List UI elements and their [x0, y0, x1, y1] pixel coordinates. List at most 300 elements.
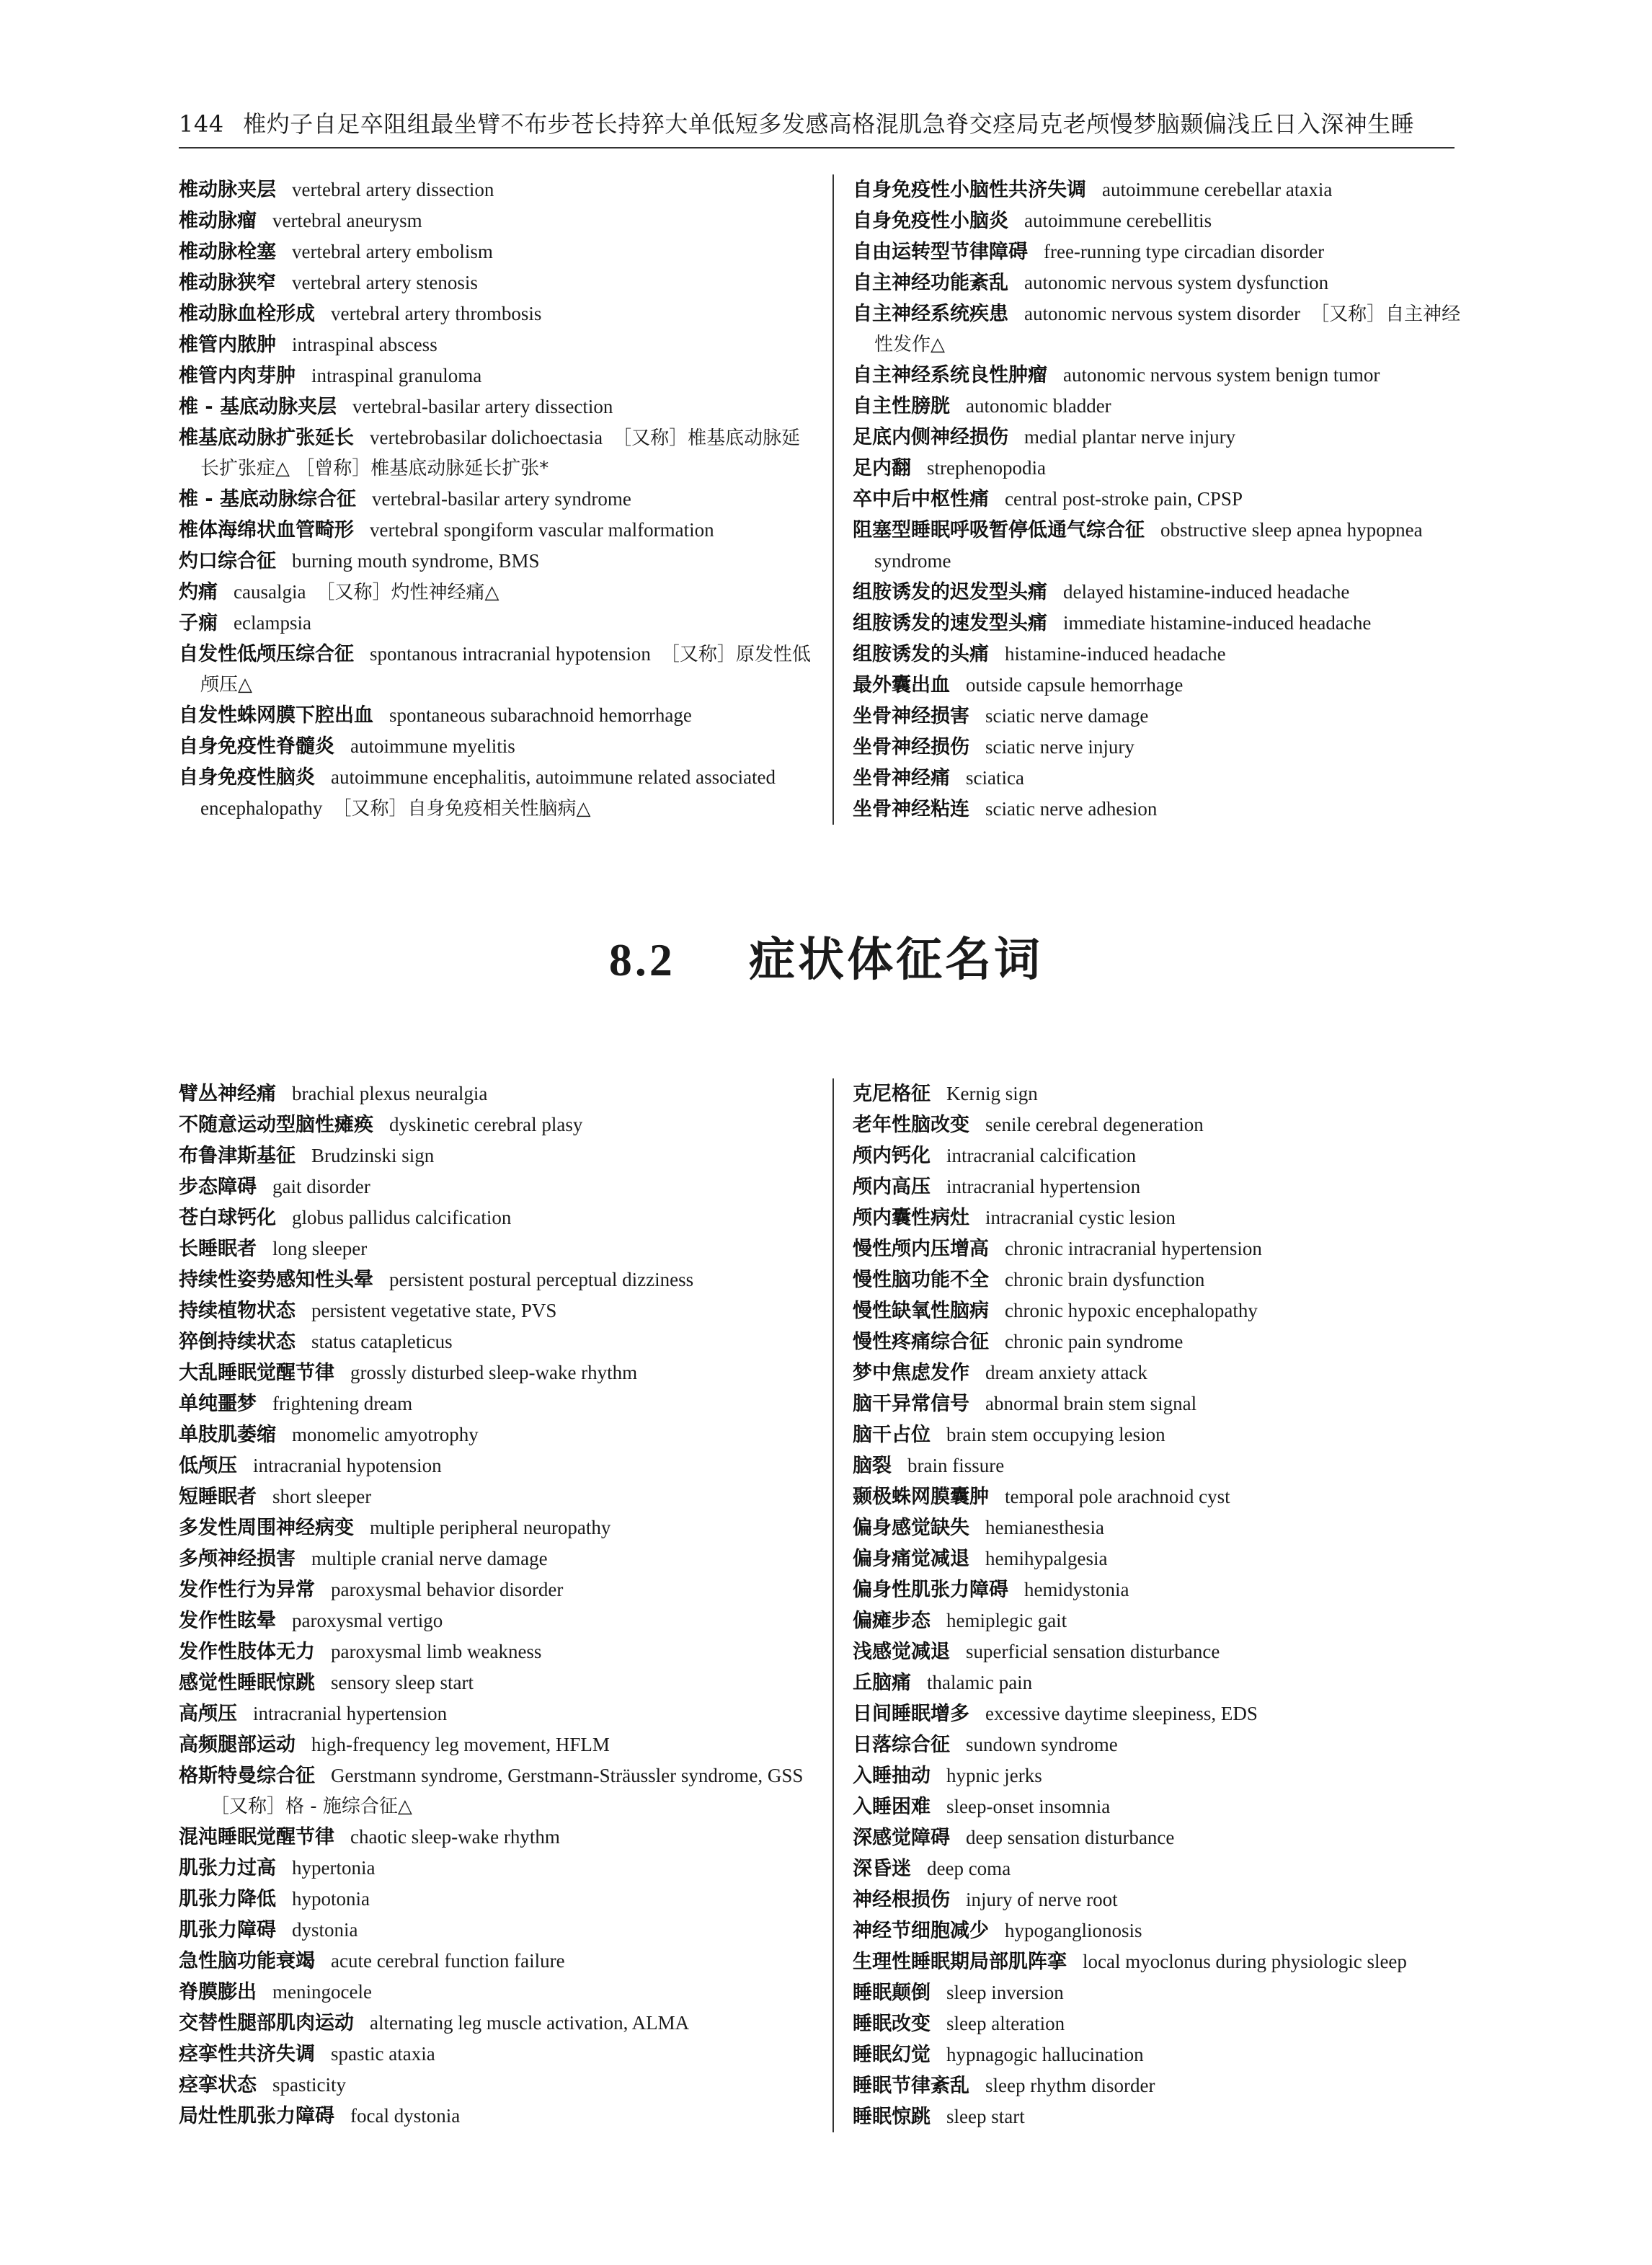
- term-english: vertebral artery dissection: [292, 179, 494, 200]
- term-chinese: 不随意运动型脑性瘫痪: [179, 1114, 373, 1136]
- term-entry: [853, 298, 1462, 360]
- term-english: intracranial hypertension: [946, 1176, 1141, 1197]
- term-english: persistent postural perceptual dizziness: [389, 1269, 694, 1290]
- lower-right-column: [832, 1078, 1462, 2132]
- term-english: chronic intracranial hypertension: [1004, 1238, 1262, 1259]
- term-chinese: 睡眠幻觉: [852, 2044, 931, 2066]
- section-number: 8.2: [608, 934, 675, 985]
- term-chinese: 猝倒持续状态: [179, 1331, 296, 1353]
- term-english: sleep start: [946, 2106, 1025, 2127]
- term-entry: [853, 2039, 1462, 2070]
- term-chinese: 坐骨神经粘连: [852, 798, 969, 820]
- term-english: intraspinal granuloma: [311, 365, 482, 386]
- term-chinese: 日落综合征: [852, 1734, 950, 1756]
- term-entry: [853, 794, 1462, 825]
- term-chinese: 脑裂: [852, 1455, 892, 1477]
- term-english: sciatic nerve damage: [985, 705, 1149, 727]
- term-english: autoimmune myelitis: [350, 735, 515, 757]
- term-entry: [179, 1946, 817, 1977]
- term-english: sleep rhythm disorder: [985, 2075, 1155, 2096]
- term-chinese: 自主神经系统良性肿瘤: [852, 364, 1047, 386]
- term-english: brachial plexus neuralgia: [292, 1083, 488, 1104]
- term-english: vertebrobasilar dolichoectasia: [370, 427, 603, 448]
- term-entry: [853, 1109, 1462, 1140]
- term-entry: [179, 546, 817, 577]
- term-chinese: 克尼格征: [852, 1083, 931, 1105]
- term-entry: [853, 1419, 1462, 1450]
- term-english: hypoganglionosis: [1004, 1920, 1142, 1941]
- term-chinese: 组胺诱发的速发型头痛: [852, 612, 1047, 634]
- term-entry: [853, 1264, 1462, 1295]
- term-english: spastic ataxia: [331, 2043, 435, 2065]
- term-chinese: 卒中后中枢性痛: [852, 488, 989, 510]
- term-entry: [853, 2101, 1462, 2132]
- term-english: hypnagogic hallucination: [946, 2044, 1144, 2065]
- term-entry: [853, 360, 1462, 391]
- term-entry: [179, 1667, 817, 1698]
- term-chinese: 生理性睡眠期局部肌阵挛: [852, 1951, 1067, 1973]
- term-chinese: 灼口综合征: [179, 550, 276, 572]
- term-entry: [853, 1605, 1462, 1636]
- term-entry: [853, 484, 1462, 515]
- term-english: intracranial calcification: [946, 1145, 1137, 1166]
- term-english: immediate histamine-induced headache: [1062, 612, 1372, 634]
- term-entry: [179, 1884, 817, 1915]
- term-english: paroxysmal limb weakness: [331, 1641, 542, 1662]
- term-chinese: 足底内侧神经损伤: [852, 426, 1008, 448]
- term-entry: [179, 1388, 817, 1419]
- term-entry: [179, 1543, 817, 1574]
- term-chinese: 丘脑痛: [852, 1672, 911, 1694]
- term-english: chronic hypoxic encephalopathy: [1004, 1300, 1258, 1321]
- term-english: Brudzinski sign: [311, 1145, 435, 1166]
- term-chinese: 自主性膀胱: [852, 395, 950, 417]
- term-english: vertebral artery thrombosis: [331, 303, 542, 324]
- term-english: sciatic nerve injury: [985, 736, 1134, 758]
- term-entry: [853, 2070, 1462, 2101]
- term-entry: [853, 1574, 1462, 1605]
- term-chinese: 痉挛性共济失调: [179, 2043, 315, 2065]
- term-entry: [179, 205, 817, 236]
- term-chinese: 自主神经功能紊乱: [852, 272, 1008, 294]
- term-english: sleep-onset insomnia: [946, 1796, 1111, 1817]
- term-entry: [853, 1078, 1462, 1109]
- term-chinese: 颅内囊性病灶: [852, 1207, 969, 1229]
- term-chinese: 组胺诱发的头痛: [852, 643, 989, 665]
- term-entry: [853, 236, 1462, 267]
- term-english: chronic pain syndrome: [1004, 1331, 1184, 1352]
- term-chinese: 椎动脉狭窄: [179, 272, 276, 294]
- term-english: vertebral spongiform vascular malformation: [370, 519, 714, 541]
- term-entry: [853, 515, 1462, 577]
- term-chinese: 高颅压: [179, 1703, 237, 1725]
- term-entry: [853, 1791, 1462, 1822]
- term-chinese: 入睡抽动: [852, 1765, 931, 1787]
- term-entry: [179, 639, 817, 700]
- term-chinese: 坐骨神经损害: [852, 705, 969, 727]
- term-chinese: 睡眠颠倒: [852, 1982, 931, 2004]
- term-chinese: 单纯噩梦: [179, 1393, 257, 1415]
- term-alias-note: ［又称］椎基底动脉延长扩张症△ ［曾称］椎基底动脉延长扩张*: [200, 427, 801, 479]
- term-entry: [853, 1450, 1462, 1481]
- term-english: obstructive sleep apnea hypopnea syndrome: [874, 519, 1423, 572]
- term-chinese: 短睡眠者: [179, 1486, 257, 1508]
- term-entry: [853, 763, 1462, 794]
- term-entry: [179, 577, 817, 608]
- term-entry: [179, 1977, 817, 2008]
- term-entry: [853, 391, 1462, 422]
- term-english: superficial sensation disturbance: [965, 1641, 1220, 1662]
- page-number: 144: [179, 110, 224, 138]
- term-chinese: 颅内钙化: [852, 1145, 931, 1167]
- term-entry: [179, 1233, 817, 1264]
- term-entry: [179, 2008, 817, 2039]
- term-english: thalamic pain: [926, 1672, 1033, 1693]
- upper-right-column: [832, 174, 1462, 825]
- term-chinese: 大乱睡眠觉醒节律: [179, 1362, 334, 1384]
- term-alias-note: ［又称］原发性低颅压△: [200, 644, 811, 696]
- term-entry: [853, 1543, 1462, 1574]
- term-entry: [853, 2008, 1462, 2039]
- term-entry: [179, 1202, 817, 1233]
- term-english: high-frequency leg movement, HFLM: [311, 1734, 610, 1755]
- upper-left-column: [179, 174, 832, 825]
- term-entry: [179, 1915, 817, 1946]
- term-alias-note: ［又称］格 - 施综合征△: [210, 1796, 412, 1817]
- term-english: dyskinetic cerebral plasy: [389, 1114, 583, 1135]
- term-english: hemianesthesia: [985, 1517, 1104, 1538]
- term-chinese: 交替性腿部肌肉运动: [179, 2012, 354, 2034]
- term-english: vertebral artery stenosis: [292, 272, 478, 293]
- term-english: sundown syndrome: [965, 1734, 1118, 1755]
- term-chinese: 神经根损伤: [852, 1889, 950, 1911]
- term-chinese: 偏身痛觉减退: [852, 1548, 969, 1570]
- term-entry: [179, 1171, 817, 1202]
- term-entry: [853, 453, 1462, 484]
- term-chinese: 最外囊出血: [852, 674, 950, 696]
- term-english: vertebral artery embolism: [292, 241, 493, 262]
- term-chinese: 椎 - 基底动脉综合征: [179, 488, 357, 510]
- term-entry: [179, 360, 817, 391]
- term-english: intraspinal abscess: [292, 334, 438, 355]
- term-chinese: 慢性颅内压增高: [852, 1238, 989, 1260]
- term-chinese: 梦中焦虑发作: [852, 1362, 969, 1384]
- term-chinese: 子痫: [179, 612, 218, 634]
- term-entry: [179, 515, 817, 546]
- term-english: short sleeper: [272, 1486, 372, 1507]
- term-english: autonomic nervous system dysfunction: [1023, 272, 1329, 293]
- term-english: chronic brain dysfunction: [1004, 1269, 1205, 1290]
- term-english: multiple peripheral neuropathy: [370, 1517, 611, 1538]
- term-alias-note: ［又称］自主神经性发作△: [874, 303, 1461, 355]
- term-entry: [853, 670, 1462, 701]
- term-english: dystonia: [292, 1919, 358, 1941]
- term-english: sciatic nerve adhesion: [985, 798, 1158, 820]
- term-entry: [853, 1698, 1462, 1729]
- term-entry: [853, 608, 1462, 639]
- term-english: senile cerebral degeneration: [985, 1114, 1204, 1135]
- term-chinese: 感觉性睡眠惊跳: [179, 1672, 315, 1694]
- term-chinese: 阻塞型睡眠呼吸暂停低通气综合征: [852, 519, 1145, 541]
- term-english: focal dystonia: [350, 2105, 461, 2127]
- term-english: temporal pole arachnoid cyst: [1004, 1486, 1230, 1507]
- term-chinese: 自由运转型节律障碍: [852, 241, 1028, 263]
- term-entry: [179, 2070, 817, 2101]
- term-chinese: 步态障碍: [179, 1176, 257, 1198]
- term-english: persistent vegetative state, PVS: [311, 1300, 557, 1321]
- term-english: injury of nerve root: [965, 1889, 1118, 1910]
- term-chinese: 浅感觉减退: [852, 1641, 950, 1663]
- term-entry: [853, 1822, 1462, 1853]
- term-english: hemidystonia: [1023, 1579, 1129, 1600]
- term-entry: [179, 329, 817, 360]
- term-entry: [853, 1853, 1462, 1884]
- term-english: spasticity: [272, 2074, 346, 2096]
- term-english: globus pallidus calcification: [292, 1207, 512, 1228]
- term-chinese: 肌张力过高: [179, 1857, 276, 1879]
- term-english: vertebral aneurysm: [272, 210, 422, 231]
- term-chinese: 慢性缺氧性脑病: [852, 1300, 989, 1322]
- term-entry: [179, 1078, 817, 1109]
- term-entry: [179, 731, 817, 762]
- term-entry: [179, 1512, 817, 1543]
- term-chinese: 坐骨神经损伤: [852, 736, 969, 758]
- term-english: spontaneous subarachnoid hemorrhage: [389, 704, 692, 726]
- term-chinese: 布鲁津斯基征: [179, 1145, 296, 1167]
- term-entry: [179, 1326, 817, 1357]
- term-entry: [179, 1481, 817, 1512]
- term-entry: [179, 1109, 817, 1140]
- running-title: 椎灼子自足卒阻组最坐臂不布步苍长持猝大单低短多发感高格混肌急脊交痉局克老颅慢梦脑颞偏浅丘日入深神生睡: [243, 110, 1415, 138]
- term-english: grossly disturbed sleep-wake rhythm: [350, 1362, 638, 1383]
- term-entry: [853, 1202, 1462, 1233]
- term-entry: [853, 1977, 1462, 2008]
- term-entry: [853, 701, 1462, 732]
- lower-left-column: [179, 1078, 832, 2132]
- term-english: alternating leg muscle activation, ALMA: [370, 2012, 690, 2034]
- term-chinese: 脑干异常信号: [852, 1393, 969, 1415]
- term-english: sleep inversion: [946, 1982, 1064, 2003]
- term-chinese: 长睡眠者: [179, 1238, 257, 1260]
- term-english: frightening dream: [272, 1393, 413, 1414]
- running-header: [179, 108, 1455, 149]
- term-english: autoimmune cerebellar ataxia: [1101, 179, 1333, 200]
- term-chinese: 椎动脉夹层: [179, 179, 276, 201]
- term-entry: [853, 1357, 1462, 1388]
- term-chinese: 坐骨神经痛: [852, 767, 950, 789]
- term-english: Gerstmann syndrome, Gerstmann-Sträussler syndrome, GSS: [331, 1765, 804, 1786]
- term-alias-note: ［又称］灼性神经痛△: [316, 582, 499, 603]
- term-english: hemihypalgesia: [985, 1548, 1108, 1569]
- term-chinese: 入睡困难: [852, 1796, 931, 1818]
- term-chinese: 自身免疫性脑炎: [179, 766, 315, 789]
- term-chinese: 发作性眩晕: [179, 1610, 276, 1632]
- term-english: sensory sleep start: [331, 1672, 474, 1693]
- term-english: strephenopodia: [926, 457, 1046, 479]
- term-english: brain stem occupying lesion: [946, 1424, 1165, 1445]
- term-chinese: 自身免疫性小脑性共济失调: [852, 179, 1086, 201]
- term-entry: [179, 484, 817, 515]
- term-entry: [179, 608, 817, 639]
- term-chinese: 偏瘫步态: [852, 1610, 931, 1632]
- term-english: autoimmune cerebellitis: [1023, 210, 1212, 231]
- term-chinese: 持续植物状态: [179, 1300, 296, 1322]
- term-chinese: 低颅压: [179, 1455, 237, 1477]
- term-entry: [853, 577, 1462, 608]
- term-chinese: 日间睡眠增多: [852, 1703, 969, 1725]
- term-english: histamine-induced headache: [1004, 643, 1226, 665]
- term-chinese: 自身免疫性小脑炎: [852, 210, 1008, 232]
- term-english: paroxysmal vertigo: [292, 1610, 443, 1631]
- term-entry: [853, 1140, 1462, 1171]
- term-entry: [853, 1946, 1462, 1977]
- term-english: dream anxiety attack: [985, 1362, 1147, 1383]
- term-chinese: 急性脑功能衰竭: [179, 1950, 315, 1972]
- term-entry: [853, 1915, 1462, 1946]
- term-english: local myoclonus during physiologic sleep: [1082, 1951, 1407, 1972]
- term-chinese: 格斯特曼综合征: [179, 1765, 315, 1787]
- term-chinese: 混沌睡眠觉醒节律: [179, 1826, 334, 1848]
- term-entry: [853, 1667, 1462, 1698]
- term-english: sciatica: [965, 767, 1024, 789]
- term-english: gait disorder: [272, 1176, 370, 1197]
- term-chinese: 多发性周围神经病变: [179, 1517, 354, 1539]
- term-entry: [853, 1295, 1462, 1326]
- term-chinese: 慢性脑功能不全: [852, 1269, 989, 1291]
- term-english: hypnic jerks: [946, 1765, 1042, 1786]
- term-chinese: 肌张力降低: [179, 1888, 276, 1910]
- term-english: status catapleticus: [311, 1331, 453, 1352]
- term-alias-note: ［又称］自身免疫相关性脑病△: [332, 798, 591, 820]
- term-english: hypotonia: [292, 1888, 370, 1910]
- term-entry: [179, 422, 817, 484]
- term-english: intracranial hypertension: [253, 1703, 448, 1724]
- term-english: delayed histamine-induced headache: [1062, 581, 1350, 603]
- term-english: excessive daytime sleepiness, EDS: [985, 1703, 1258, 1724]
- term-entry: [853, 1884, 1462, 1915]
- term-chinese: 持续性姿势感知性头晕: [179, 1269, 373, 1291]
- term-english: acute cerebral function failure: [331, 1950, 565, 1972]
- term-entry: [179, 1636, 817, 1667]
- term-english: brain fissure: [907, 1455, 1005, 1476]
- term-english: hemiplegic gait: [946, 1610, 1067, 1631]
- term-entry: [853, 1636, 1462, 1667]
- term-entry: [853, 422, 1462, 453]
- term-entry: [853, 174, 1462, 205]
- term-english: medial plantar nerve injury: [1023, 426, 1236, 448]
- term-entry: [179, 1605, 817, 1636]
- term-entry: [179, 1450, 817, 1481]
- term-english: monomelic amyotrophy: [292, 1424, 479, 1445]
- term-english: paroxysmal behavior disorder: [331, 1579, 564, 1600]
- term-entry: [853, 1171, 1462, 1202]
- term-entry: [853, 205, 1462, 236]
- term-entry: [179, 174, 817, 205]
- term-english: autonomic nervous system disorder: [1023, 303, 1301, 324]
- term-chinese: 椎管内脓肿: [179, 334, 276, 356]
- term-english: eclampsia: [234, 612, 311, 634]
- term-chinese: 睡眠节律紊乱: [852, 2075, 969, 2097]
- term-entry: [853, 1481, 1462, 1512]
- term-chinese: 脑干占位: [852, 1424, 931, 1446]
- term-english: long sleeper: [272, 1238, 368, 1259]
- term-chinese: 脊膜膨出: [179, 1981, 257, 2003]
- term-english: multiple cranial nerve damage: [311, 1548, 548, 1569]
- term-entry: [853, 732, 1462, 763]
- term-chinese: 单肢肌萎缩: [179, 1424, 276, 1446]
- term-entry: [853, 639, 1462, 670]
- term-chinese: 神经节细胞减少: [852, 1920, 989, 1942]
- term-entry: [179, 1357, 817, 1388]
- term-chinese: 苍白球钙化: [179, 1207, 276, 1229]
- term-entry: [853, 1760, 1462, 1791]
- term-entry: [179, 1698, 817, 1729]
- term-chinese: 自发性蛛网膜下腔出血: [179, 704, 373, 727]
- term-entry: [179, 1295, 817, 1326]
- term-chinese: 老年性脑改变: [852, 1114, 969, 1136]
- section-title: 症状体征名词: [749, 933, 1044, 987]
- term-entry: [179, 2039, 817, 2070]
- term-entry: [179, 1140, 817, 1171]
- term-chinese: 睡眠惊跳: [852, 2106, 931, 2128]
- term-chinese: 自身免疫性脊髓炎: [179, 735, 334, 758]
- term-entry: [179, 762, 817, 824]
- term-english: autoimmune encephalitis, autoimmune related associated encephalopathy: [200, 766, 776, 819]
- term-chinese: 颅内高压: [852, 1176, 931, 1198]
- term-chinese: 颞极蛛网膜囊肿: [852, 1486, 989, 1508]
- term-english: vertebral-basilar artery syndrome: [372, 488, 631, 510]
- term-chinese: 组胺诱发的迟发型头痛: [852, 581, 1047, 603]
- term-entry: [179, 236, 817, 267]
- term-chinese: 局灶性肌张力障碍: [179, 2105, 334, 2127]
- term-english: sleep alteration: [946, 2013, 1065, 2034]
- term-english: intracranial hypotension: [253, 1455, 442, 1476]
- term-english: burning mouth syndrome, BMS: [292, 550, 540, 572]
- term-english: vertebral-basilar artery dissection: [352, 396, 613, 417]
- term-entry: [179, 2101, 817, 2132]
- term-entry: [853, 1326, 1462, 1357]
- term-entry: [853, 1729, 1462, 1760]
- term-english: autonomic bladder: [965, 395, 1111, 417]
- term-entry: [179, 391, 817, 422]
- term-chinese: 睡眠改变: [852, 2013, 931, 2035]
- term-english: abnormal brain stem signal: [985, 1393, 1197, 1414]
- term-entry: [179, 1853, 817, 1884]
- term-chinese: 椎体海绵状血管畸形: [179, 519, 354, 541]
- term-entry: [179, 1822, 817, 1853]
- section-heading: [0, 923, 1652, 989]
- term-chinese: 椎动脉瘤: [179, 210, 257, 232]
- term-chinese: 发作性肢体无力: [179, 1641, 315, 1663]
- term-chinese: 灼痛: [179, 581, 218, 603]
- term-chinese: 自主神经系统疾患: [852, 303, 1008, 325]
- term-entry: [853, 1388, 1462, 1419]
- term-english: Kernig sign: [946, 1083, 1038, 1104]
- term-english: autonomic nervous system benign tumor: [1062, 364, 1380, 386]
- term-entry: [179, 700, 817, 731]
- term-chinese: 偏身性肌张力障碍: [852, 1579, 1008, 1601]
- term-chinese: 肌张力障碍: [179, 1919, 276, 1941]
- upper-columns: [179, 174, 1462, 825]
- term-english: deep sensation disturbance: [965, 1827, 1175, 1848]
- term-chinese: 自发性低颅压综合征: [179, 643, 354, 665]
- term-entry: [179, 267, 817, 298]
- term-english: deep coma: [926, 1858, 1011, 1879]
- term-chinese: 偏身感觉缺失: [852, 1517, 969, 1539]
- term-chinese: 椎 - 基底动脉夹层: [179, 396, 337, 418]
- term-english: intracranial cystic lesion: [985, 1207, 1176, 1228]
- term-entry: [179, 1760, 817, 1822]
